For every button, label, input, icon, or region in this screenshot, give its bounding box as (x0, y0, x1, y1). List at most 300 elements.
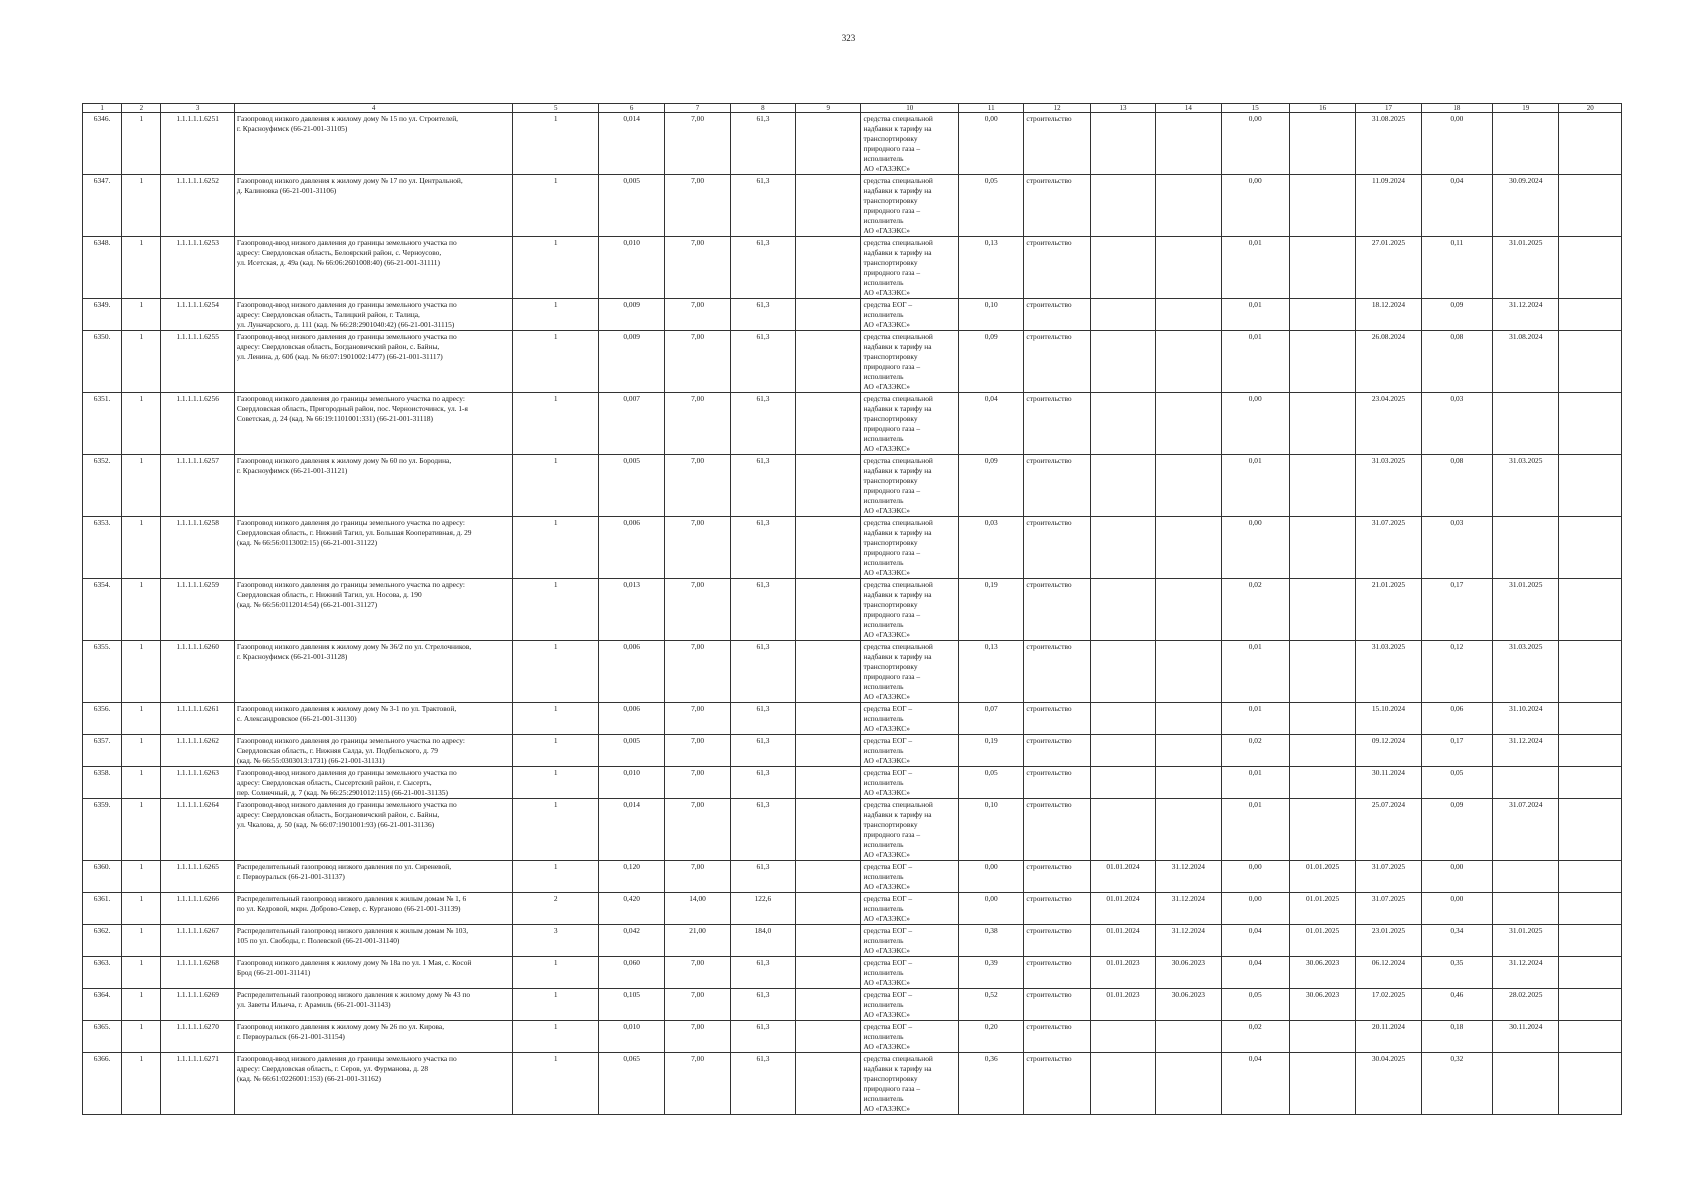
table-cell-c6: 0,009 (598, 299, 664, 331)
table-cell-c14 (1156, 735, 1221, 767)
row-number-cell: 6354. (83, 579, 122, 641)
table-cell-c5: 1 (513, 579, 599, 641)
object-description-cell: Газопровод низкого давления к жилому дому № 26 по ул. Кирова, г. Первоуральск (66-21-001-31154) (234, 1021, 513, 1053)
table-cell-c18: 0,03 (1421, 517, 1492, 579)
table-cell-c17: 06.12.2024 (1356, 957, 1421, 989)
table-cell-c9 (796, 299, 861, 331)
table-cell-c19: 31.03.2025 (1493, 641, 1559, 703)
table-cell-c2: 1 (122, 925, 161, 957)
table-cell-c2: 1 (122, 957, 161, 989)
table-cell-c6: 0,065 (598, 1053, 664, 1115)
column-number-header: 19 (1493, 104, 1559, 113)
funding-source-cell: средства ЕОГ – исполнитель АО «ГАЗЭКС» (861, 861, 959, 893)
table-cell-c17: 23.01.2025 (1356, 925, 1421, 957)
table-cell-c17: 17.02.2025 (1356, 989, 1421, 1021)
table-cell-c17: 31.07.2025 (1356, 893, 1421, 925)
table-cell-c7: 7,00 (665, 237, 730, 299)
table-row (83, 299, 1622, 331)
table-cell-c2: 1 (122, 237, 161, 299)
table-cell-c17: 31.07.2025 (1356, 861, 1421, 893)
object-code-cell: 1.1.1.1.1.6253 (161, 237, 234, 299)
table-cell-c15: 0,01 (1221, 641, 1289, 703)
table-cell-c13 (1090, 1053, 1155, 1115)
column-number-header: 12 (1024, 104, 1090, 113)
table-row (83, 989, 1622, 1021)
column-number-header-row (83, 104, 1622, 113)
table-cell-c13: 01.01.2023 (1090, 989, 1155, 1021)
funding-source-cell: средства ЕОГ – исполнитель АО «ГАЗЭКС» (861, 957, 959, 989)
column-number-header: 15 (1221, 104, 1289, 113)
table-cell-c20 (1559, 175, 1622, 237)
table-cell-c20 (1559, 703, 1622, 735)
object-code-cell: 1.1.1.1.1.6268 (161, 957, 234, 989)
table-cell-c8: 61,3 (730, 237, 795, 299)
table-cell-c2: 1 (122, 299, 161, 331)
funding-source-cell: средства ЕОГ – исполнитель АО «ГАЗЭКС» (861, 893, 959, 925)
table-cell-c2: 1 (122, 861, 161, 893)
table-cell-c16 (1289, 641, 1355, 703)
row-number-cell: 6360. (83, 861, 122, 893)
table-cell-c8: 122,6 (730, 893, 795, 925)
table-cell-c2: 1 (122, 799, 161, 861)
table-cell-c14 (1156, 237, 1221, 299)
table-cell-c16: 01.01.2025 (1289, 893, 1355, 925)
table-cell-c16 (1289, 703, 1355, 735)
table-cell-c8: 61,3 (730, 799, 795, 861)
table-cell-c8: 61,3 (730, 641, 795, 703)
table-cell-c11: 0,10 (959, 799, 1024, 861)
object-description-cell: Газопровод низкого давления к жилому дому № 17 по ул. Центральной, д. Калиновка (66-21-001-31106) (234, 175, 513, 237)
column-number-header: 7 (665, 104, 730, 113)
table-cell-c20 (1559, 893, 1622, 925)
table-cell-c15: 0,00 (1221, 861, 1289, 893)
row-number-cell: 6362. (83, 925, 122, 957)
table-cell-c9 (796, 799, 861, 861)
work-type-cell: строительство (1024, 331, 1090, 393)
table-cell-c16: 01.01.2025 (1289, 861, 1355, 893)
object-code-cell: 1.1.1.1.1.6257 (161, 455, 234, 517)
table-cell-c8: 61,3 (730, 331, 795, 393)
column-number-header: 1 (83, 104, 122, 113)
funding-source-cell: средства ЕОГ – исполнитель АО «ГАЗЭКС» (861, 703, 959, 735)
table-cell-c19 (1493, 767, 1559, 799)
table-cell-c18: 0,08 (1421, 455, 1492, 517)
table-cell-c20 (1559, 455, 1622, 517)
table-cell-c11: 0,00 (959, 113, 1024, 175)
table-row (83, 925, 1622, 957)
table-cell-c14 (1156, 579, 1221, 641)
table-cell-c5: 1 (513, 455, 599, 517)
table-cell-c8: 61,3 (730, 299, 795, 331)
table-cell-c20 (1559, 517, 1622, 579)
table-cell-c2: 1 (122, 1053, 161, 1115)
table-cell-c9 (796, 1021, 861, 1053)
table-cell-c17: 15.10.2024 (1356, 703, 1421, 735)
row-number-cell: 6349. (83, 299, 122, 331)
table-cell-c7: 7,00 (665, 455, 730, 517)
column-number-header: 4 (234, 104, 513, 113)
table-cell-c14: 31.12.2024 (1156, 893, 1221, 925)
table-cell-c13 (1090, 703, 1155, 735)
table-cell-c17: 23.04.2025 (1356, 393, 1421, 455)
table-cell-c8: 184,0 (730, 925, 795, 957)
table-cell-c6: 0,042 (598, 925, 664, 957)
table-cell-c14: 30.06.2023 (1156, 957, 1221, 989)
column-number-header: 9 (796, 104, 861, 113)
funding-source-cell: средства специальной надбавки к тарифу на транспортировку природного газа – исполнитель АО «ГАЗЭКС» (861, 455, 959, 517)
table-cell-c6: 0,007 (598, 393, 664, 455)
object-description-cell: Газопровод-ввод низкого давления до границы земельного участка по адресу: Свердловская область, Талицкий район, г. Талица, ул. Луначарского, д. 111 (кад. № 66:28:2901040:42) (66-21-001-31115) (234, 299, 513, 331)
object-code-cell: 1.1.1.1.1.6254 (161, 299, 234, 331)
table-cell-c11: 0,19 (959, 579, 1024, 641)
table-cell-c5: 1 (513, 799, 599, 861)
table-cell-c13 (1090, 641, 1155, 703)
table-cell-c7: 7,00 (665, 175, 730, 237)
table-cell-c14 (1156, 455, 1221, 517)
table-cell-c5: 3 (513, 925, 599, 957)
funding-source-cell: средства специальной надбавки к тарифу на транспортировку природного газа – исполнитель АО «ГАЗЭКС» (861, 237, 959, 299)
row-number-cell: 6351. (83, 393, 122, 455)
table-cell-c6: 0,010 (598, 237, 664, 299)
table-cell-c19: 31.12.2024 (1493, 957, 1559, 989)
table-cell-c13 (1090, 517, 1155, 579)
page-number: 323 (841, 33, 856, 43)
table-cell-c6: 0,005 (598, 735, 664, 767)
table-cell-c18: 0,34 (1421, 925, 1492, 957)
table-cell-c5: 1 (513, 641, 599, 703)
table-row (83, 703, 1622, 735)
table-cell-c2: 1 (122, 767, 161, 799)
table-cell-c17: 25.07.2024 (1356, 799, 1421, 861)
row-number-cell: 6350. (83, 331, 122, 393)
table-cell-c19: 31.01.2025 (1493, 925, 1559, 957)
table-cell-c17: 31.03.2025 (1356, 455, 1421, 517)
table-row (83, 1021, 1622, 1053)
table-cell-c8: 61,3 (730, 767, 795, 799)
table-cell-c16: 01.01.2025 (1289, 925, 1355, 957)
table-cell-c14 (1156, 799, 1221, 861)
table-cell-c15: 0,00 (1221, 517, 1289, 579)
work-type-cell: строительство (1024, 237, 1090, 299)
table-cell-c6: 0,006 (598, 641, 664, 703)
table-cell-c20 (1559, 767, 1622, 799)
row-number-cell: 6348. (83, 237, 122, 299)
object-description-cell: Газопровод низкого давления к жилому дому № 3-1 по ул. Трактовой, с. Александровское (66-21-001-31130) (234, 703, 513, 735)
object-code-cell: 1.1.1.1.1.6251 (161, 113, 234, 175)
table-cell-c15: 0,02 (1221, 579, 1289, 641)
table-cell-c14 (1156, 1053, 1221, 1115)
table-cell-c5: 1 (513, 1053, 599, 1115)
table-cell-c5: 1 (513, 175, 599, 237)
table-cell-c20 (1559, 113, 1622, 175)
table-cell-c9 (796, 517, 861, 579)
table-cell-c14: 30.06.2023 (1156, 989, 1221, 1021)
object-code-cell: 1.1.1.1.1.6255 (161, 331, 234, 393)
table-cell-c8: 61,3 (730, 579, 795, 641)
table-cell-c13 (1090, 735, 1155, 767)
funding-source-cell: средства специальной надбавки к тарифу на транспортировку природного газа – исполнитель АО «ГАЗЭКС» (861, 641, 959, 703)
table-cell-c5: 1 (513, 767, 599, 799)
table-cell-c6: 0,006 (598, 517, 664, 579)
column-number-header: 6 (598, 104, 664, 113)
table-cell-c18: 0,09 (1421, 299, 1492, 331)
table-cell-c16 (1289, 299, 1355, 331)
table-cell-c11: 0,04 (959, 393, 1024, 455)
table-cell-c7: 7,00 (665, 1021, 730, 1053)
work-type-cell: строительство (1024, 989, 1090, 1021)
work-type-cell: строительство (1024, 861, 1090, 893)
table-cell-c13: 01.01.2024 (1090, 925, 1155, 957)
table-cell-c8: 61,3 (730, 735, 795, 767)
table-cell-c13 (1090, 1021, 1155, 1053)
table-cell-c18: 0,32 (1421, 1053, 1492, 1115)
table-cell-c15: 0,01 (1221, 703, 1289, 735)
table-cell-c5: 1 (513, 735, 599, 767)
object-description-cell: Газопровод-ввод низкого давления до границы земельного участка по адресу: Свердловская область, Богдановичский район, с. Байны, ул. Ленина, д. 60б (кад. № 66:07:1901002:1477) (66-21-001-31117) (234, 331, 513, 393)
table-cell-c20 (1559, 957, 1622, 989)
table-cell-c6: 0,060 (598, 957, 664, 989)
table-cell-c9 (796, 767, 861, 799)
work-type-cell: строительство (1024, 1021, 1090, 1053)
table-cell-c8: 61,3 (730, 989, 795, 1021)
table-cell-c5: 1 (513, 393, 599, 455)
work-type-cell: строительство (1024, 393, 1090, 455)
table-cell-c19: 31.12.2024 (1493, 299, 1559, 331)
table-cell-c9 (796, 641, 861, 703)
table-cell-c20 (1559, 237, 1622, 299)
work-type-cell: строительство (1024, 113, 1090, 175)
row-number-cell: 6347. (83, 175, 122, 237)
object-code-cell: 1.1.1.1.1.6260 (161, 641, 234, 703)
work-type-cell: строительство (1024, 767, 1090, 799)
table-cell-c14 (1156, 703, 1221, 735)
column-number-header: 16 (1289, 104, 1355, 113)
table-cell-c16 (1289, 1053, 1355, 1115)
column-number-header: 8 (730, 104, 795, 113)
object-code-cell: 1.1.1.1.1.6261 (161, 703, 234, 735)
table-row (83, 767, 1622, 799)
table-cell-c9 (796, 393, 861, 455)
funding-source-cell: средства ЕОГ – исполнитель АО «ГАЗЭКС» (861, 767, 959, 799)
object-description-cell: Газопровод-ввод низкого давления до границы земельного участка по адресу: Свердловская область, Белоярский район, с. Черноусово, ул. Исетская, д. 49а (кад. № 66:06:2601008:40) (66-21-001-31111) (234, 237, 513, 299)
table-cell-c15: 0,00 (1221, 893, 1289, 925)
table-cell-c7: 7,00 (665, 641, 730, 703)
table-cell-c5: 1 (513, 517, 599, 579)
table-cell-c17: 31.08.2025 (1356, 113, 1421, 175)
work-type-cell: строительство (1024, 735, 1090, 767)
table-cell-c20 (1559, 393, 1622, 455)
table-cell-c17: 26.08.2024 (1356, 331, 1421, 393)
table-cell-c5: 1 (513, 957, 599, 989)
table-cell-c13: 01.01.2023 (1090, 957, 1155, 989)
table-cell-c5: 1 (513, 331, 599, 393)
table-cell-c9 (796, 579, 861, 641)
table-cell-c14 (1156, 767, 1221, 799)
table-cell-c11: 0,20 (959, 1021, 1024, 1053)
table-row (83, 517, 1622, 579)
object-code-cell: 1.1.1.1.1.6271 (161, 1053, 234, 1115)
table-cell-c9 (796, 735, 861, 767)
table-cell-c8: 61,3 (730, 113, 795, 175)
table-cell-c15: 0,04 (1221, 1053, 1289, 1115)
table-cell-c20 (1559, 799, 1622, 861)
table-cell-c20 (1559, 925, 1622, 957)
table-cell-c11: 0,09 (959, 331, 1024, 393)
table-cell-c6: 0,120 (598, 861, 664, 893)
table-cell-c13: 01.01.2024 (1090, 861, 1155, 893)
table-cell-c6: 0,010 (598, 767, 664, 799)
table-row (83, 455, 1622, 517)
table-cell-c7: 7,00 (665, 799, 730, 861)
table-cell-c19: 31.08.2024 (1493, 331, 1559, 393)
column-number-header: 13 (1090, 104, 1155, 113)
row-number-cell: 6357. (83, 735, 122, 767)
object-description-cell: Газопровод низкого давления до границы земельного участка по адресу: Свердловская область, г. Нижняя Салда, ул. Подбельского, д. 79 (кад. № 66:55:0303013:1731) (66-21-001-31131) (234, 735, 513, 767)
table-cell-c17: 18.12.2024 (1356, 299, 1421, 331)
table-cell-c15: 0,01 (1221, 767, 1289, 799)
table-cell-c8: 61,3 (730, 703, 795, 735)
table-cell-c15: 0,02 (1221, 735, 1289, 767)
table-cell-c11: 0,09 (959, 455, 1024, 517)
work-type-cell: строительство (1024, 517, 1090, 579)
object-code-cell: 1.1.1.1.1.6256 (161, 393, 234, 455)
table-row (83, 735, 1622, 767)
column-number-header: 10 (861, 104, 959, 113)
funding-source-cell: средства специальной надбавки к тарифу на транспортировку природного газа – исполнитель АО «ГАЗЭКС» (861, 331, 959, 393)
table-cell-c2: 1 (122, 579, 161, 641)
table-row (83, 1053, 1622, 1115)
table-cell-c19 (1493, 1053, 1559, 1115)
work-type-cell: строительство (1024, 1053, 1090, 1115)
table-cell-c13 (1090, 299, 1155, 331)
table-cell-c9 (796, 237, 861, 299)
column-number-header: 11 (959, 104, 1024, 113)
table-cell-c20 (1559, 1021, 1622, 1053)
table-cell-c18: 0,04 (1421, 175, 1492, 237)
table-cell-c2: 1 (122, 735, 161, 767)
table-cell-c19: 31.01.2025 (1493, 579, 1559, 641)
row-number-cell: 6346. (83, 113, 122, 175)
table-cell-c16 (1289, 799, 1355, 861)
object-code-cell: 1.1.1.1.1.6264 (161, 799, 234, 861)
table-cell-c7: 7,00 (665, 113, 730, 175)
table-cell-c2: 1 (122, 175, 161, 237)
work-type-cell: строительство (1024, 703, 1090, 735)
table-cell-c16 (1289, 175, 1355, 237)
work-type-cell: строительство (1024, 579, 1090, 641)
table-cell-c11: 0,10 (959, 299, 1024, 331)
table-cell-c11: 0,05 (959, 767, 1024, 799)
object-description-cell: Газопровод низкого давления к жилому дому № 60 по ул. Бородина, г. Красноуфимск (66-21-001-31121) (234, 455, 513, 517)
row-number-cell: 6359. (83, 799, 122, 861)
table-cell-c7: 7,00 (665, 989, 730, 1021)
table-cell-c18: 0,00 (1421, 861, 1492, 893)
table-cell-c7: 7,00 (665, 331, 730, 393)
work-type-cell: строительство (1024, 299, 1090, 331)
table-cell-c11: 0,39 (959, 957, 1024, 989)
table-cell-c17: 31.07.2025 (1356, 517, 1421, 579)
table-cell-c15: 0,04 (1221, 957, 1289, 989)
table-cell-c18: 0,06 (1421, 703, 1492, 735)
table-cell-c13 (1090, 799, 1155, 861)
table-cell-c5: 1 (513, 989, 599, 1021)
table-cell-c15: 0,01 (1221, 331, 1289, 393)
table-row (83, 861, 1622, 893)
table-cell-c5: 2 (513, 893, 599, 925)
object-description-cell: Распределительный газопровод низкого давления к жилому дому № 43 по ул. Заветы Ильича, г. Арамиль (66-21-001-31143) (234, 989, 513, 1021)
table-cell-c13 (1090, 113, 1155, 175)
table-cell-c20 (1559, 735, 1622, 767)
table-cell-c15: 0,04 (1221, 925, 1289, 957)
table-row (83, 641, 1622, 703)
table-cell-c17: 30.11.2024 (1356, 767, 1421, 799)
table-cell-c18: 0,05 (1421, 767, 1492, 799)
table-cell-c9 (796, 703, 861, 735)
table-cell-c6: 0,105 (598, 989, 664, 1021)
table-cell-c6: 0,014 (598, 113, 664, 175)
table-cell-c17: 27.01.2025 (1356, 237, 1421, 299)
table-cell-c7: 7,00 (665, 957, 730, 989)
table-cell-c5: 1 (513, 299, 599, 331)
table-cell-c15: 0,01 (1221, 299, 1289, 331)
object-code-cell: 1.1.1.1.1.6266 (161, 893, 234, 925)
table-cell-c16 (1289, 393, 1355, 455)
table-cell-c2: 1 (122, 703, 161, 735)
table-cell-c19: 31.10.2024 (1493, 703, 1559, 735)
row-number-cell: 6363. (83, 957, 122, 989)
table-cell-c18: 0,11 (1421, 237, 1492, 299)
table-cell-c18: 0,08 (1421, 331, 1492, 393)
work-type-cell: строительство (1024, 175, 1090, 237)
object-description-cell: Газопровод низкого давления к жилому дому № 18а по ул. 1 Мая, с. Косой Брод (66-21-001-31141) (234, 957, 513, 989)
object-code-cell: 1.1.1.1.1.6258 (161, 517, 234, 579)
table-cell-c8: 61,3 (730, 957, 795, 989)
table-row (83, 175, 1622, 237)
table-cell-c14: 31.12.2024 (1156, 861, 1221, 893)
object-code-cell: 1.1.1.1.1.6259 (161, 579, 234, 641)
table-row (83, 799, 1622, 861)
funding-source-cell: средства специальной надбавки к тарифу на транспортировку природного газа – исполнитель АО «ГАЗЭКС» (861, 517, 959, 579)
table-cell-c5: 1 (513, 861, 599, 893)
table-cell-c13 (1090, 579, 1155, 641)
row-number-cell: 6355. (83, 641, 122, 703)
object-description-cell: Газопровод-ввод низкого давления до границы земельного участка по адресу: Свердловская область, Богдановичский район, с. Байны, ул. Чкалова, д. 50 (кад. № 66:07:1901001:93) (66-21-001-31136) (234, 799, 513, 861)
table-cell-c17: 11.09.2024 (1356, 175, 1421, 237)
table-cell-c19: 28.02.2025 (1493, 989, 1559, 1021)
table-cell-c19 (1493, 393, 1559, 455)
work-type-cell: строительство (1024, 925, 1090, 957)
row-number-cell: 6361. (83, 893, 122, 925)
table-cell-c5: 1 (513, 1021, 599, 1053)
row-number-cell: 6365. (83, 1021, 122, 1053)
table-cell-c9 (796, 989, 861, 1021)
table-cell-c18: 0,00 (1421, 113, 1492, 175)
table-cell-c11: 0,05 (959, 175, 1024, 237)
table-cell-c11: 0,07 (959, 703, 1024, 735)
table-cell-c13 (1090, 455, 1155, 517)
table-cell-c8: 61,3 (730, 1053, 795, 1115)
column-number-header: 5 (513, 104, 599, 113)
table-cell-c2: 1 (122, 517, 161, 579)
object-code-cell: 1.1.1.1.1.6269 (161, 989, 234, 1021)
table-cell-c8: 61,3 (730, 455, 795, 517)
table-cell-c18: 0,00 (1421, 893, 1492, 925)
object-description-cell: Газопровод-ввод низкого давления до границы земельного участка по адресу: Свердловская область, г. Серов, ул. Фурманова, д. 28 (кад. № 66:61:0226001:153) (66-21-001-31162) (234, 1053, 513, 1115)
table-cell-c7: 7,00 (665, 735, 730, 767)
table-cell-c6: 0,005 (598, 175, 664, 237)
column-number-header: 2 (122, 104, 161, 113)
object-description-cell: Газопровод низкого давления до границы земельного участка по адресу: Свердловская область, г. Нижний Тагил, ул. Носова, д. 190 (кад. № 66:56:0112014:54) (66-21-001-31127) (234, 579, 513, 641)
